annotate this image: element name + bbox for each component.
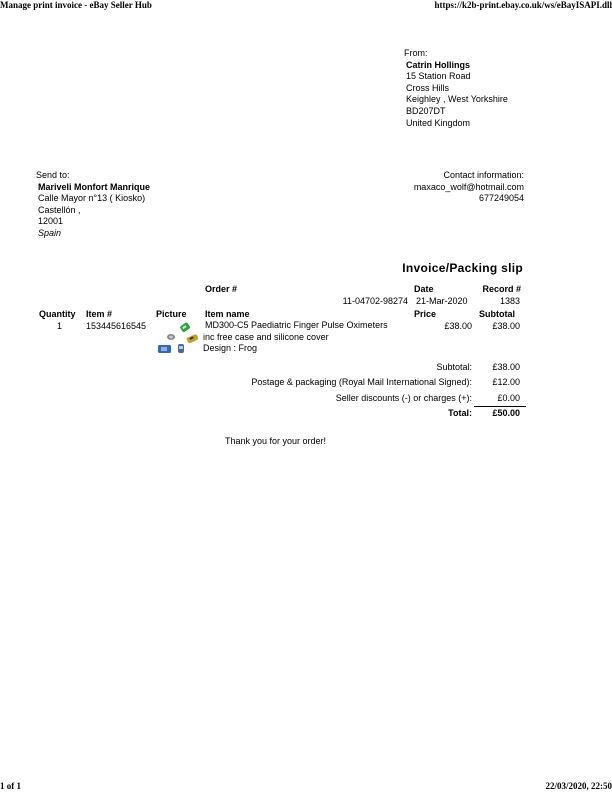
print-footer-page-count: 1 of 1 <box>0 781 21 791</box>
from-name: Catrin Hollings <box>406 59 471 70</box>
item-price: £38.00 <box>444 321 472 331</box>
contact-label: Contact information: <box>443 170 524 180</box>
send-to-country: Spain <box>38 227 62 238</box>
date-header: Date <box>414 284 434 294</box>
from-address-block <box>404 48 508 129</box>
item-subtotal: £38.00 <box>492 321 520 331</box>
send-to-label: Send to: <box>36 170 70 180</box>
item-picture <box>157 320 201 356</box>
column-header-item-number: Item # <box>86 309 113 319</box>
order-date-value: 21-Mar-2020 <box>416 296 468 306</box>
postage-label: Postage & packaging (Royal Mail International Signed): <box>251 377 472 387</box>
from-line: BD207DT <box>406 105 446 116</box>
item-variation: Design : Frog <box>203 343 258 354</box>
discount-label: Seller discounts (-) or charges (+): <box>335 393 472 403</box>
record-header: Record # <box>482 284 521 294</box>
from-line: Cross Hills <box>406 82 450 93</box>
discount-value: £0.00 <box>497 393 520 403</box>
from-line: United Kingdom <box>406 117 471 128</box>
total-label: Total: <box>448 408 472 418</box>
item-quantity: 1 <box>57 321 63 331</box>
subtotal-value: £38.00 <box>492 362 520 372</box>
thank-you-message: Thank you for your order! <box>225 436 327 446</box>
send-to-line: Calle Mayor n°13 ( Kiosko) <box>38 193 146 204</box>
item-number: 153445616545 <box>86 321 147 331</box>
print-header-url: https://k2b-print.ebay.co.uk/ws/eBayISAPI.dll <box>434 0 612 10</box>
from-line: Keighley , West Yorkshire <box>406 94 508 105</box>
column-header-price: Price <box>414 309 437 319</box>
order-number-value: 11-04702-98274 <box>342 296 408 306</box>
total-value: £50.00 <box>492 408 520 418</box>
invoice-title: Invoice/Packing slip <box>402 261 523 275</box>
send-to-name: Mariveli Monfort Manrique <box>38 181 151 192</box>
print-header-title: Manage print invoice - eBay Seller Hub <box>0 0 152 10</box>
send-to-line: 12001 <box>38 216 64 227</box>
contact-block <box>414 170 524 205</box>
column-header-quantity: Quantity <box>39 309 76 319</box>
from-label: From: <box>404 48 428 58</box>
pulse-oximeter-product-image <box>157 320 201 356</box>
item-name: MD300-C5 Paediatric Finger Pulse Oximeters <box>205 320 388 330</box>
contact-phone: 677249054 <box>478 193 524 204</box>
record-number-value: 1383 <box>499 296 520 306</box>
contact-email: maxaco_wolf@hotmail.com <box>413 181 524 192</box>
item-name-continued: inc free case and silicone cover <box>203 331 329 342</box>
column-header-subtotal: Subtotal <box>479 309 515 319</box>
print-footer-datetime: 22/03/2020, 22:50 <box>545 781 612 791</box>
send-to-address-block <box>36 170 150 240</box>
item-name-block <box>203 320 388 355</box>
from-line: 15 Station Road <box>406 71 471 82</box>
column-header-item-name: Item name <box>205 309 250 319</box>
send-to-line: Castellón , <box>38 204 81 215</box>
order-number-header: Order # <box>205 284 238 294</box>
subtotal-label: Subtotal: <box>436 362 472 372</box>
total-divider <box>474 406 526 407</box>
column-header-picture: Picture <box>156 309 187 319</box>
postage-value: £12.00 <box>492 377 520 387</box>
